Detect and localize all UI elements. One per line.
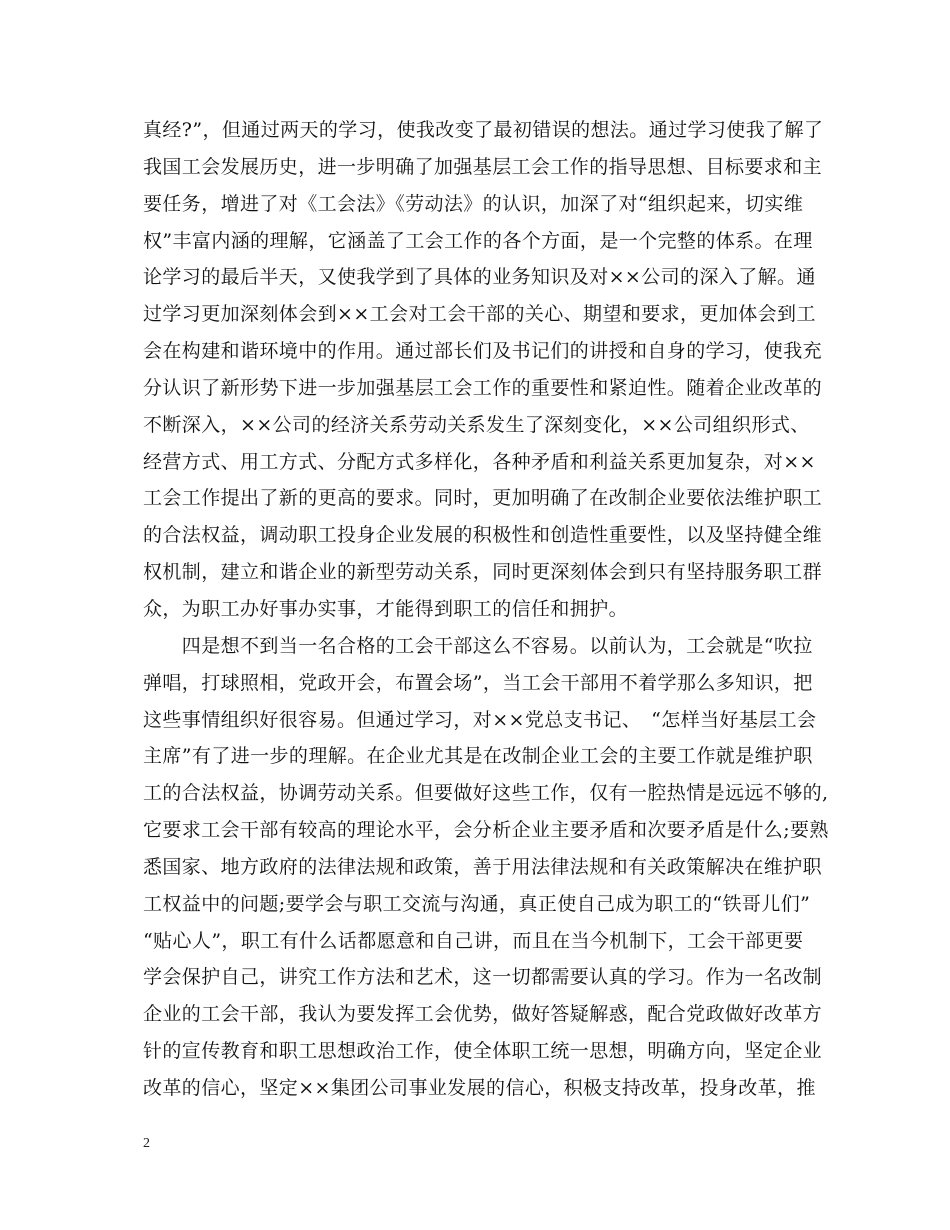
text-line: 主席”有了进一步的理解。在企业尤其是在改制企业工会的主要工作就是维护职 <box>143 745 813 768</box>
text-line: 权机制，建立和谐企业的新型劳动关系，同时更深刻体会到只有坚持服务职工群 <box>143 561 823 584</box>
text-line: 经营方式、用工方式、分配方式多样化，各种矛盾和利益关系更加复杂，对×× <box>143 450 816 473</box>
text-line: 不断深入，××公司的经济关系劳动关系发生了深刻变化，××公司组织形式、 <box>143 413 810 436</box>
text-line: 过学习更加深刻体会到××工会对工会干部的关心、期望和要求，更加体会到工 <box>143 303 816 326</box>
text-line: 工的合法权益，协调劳动关系。但要做好这些工作，仅有一腔热情是远远不够的, <box>143 782 829 805</box>
text-line: 这些事情组织好很容易。但通过学习，对××党总支书记、 “怎样当好基层工会 <box>143 708 817 731</box>
text-line: 要任务，增进了对《工会法》《劳动法》的认识，加深了对“组织起来，切实维 <box>143 192 804 215</box>
text-line: 权”丰富内涵的理解，它涵盖了工会工作的各个方面，是一个完整的体系。在理 <box>143 229 813 252</box>
page-number: 2 <box>143 1136 150 1151</box>
text-line: 分认识了新形势下进一步加强基层工会工作的重要性和紧迫性。随着企业改革的 <box>143 376 823 399</box>
text-line: “贴心人”，职工有什么话都愿意和自己讲，而且在当今机制下，工会干部更要 <box>143 929 804 952</box>
text-line: 企业的工会干部，我认为要发挥工会优势，做好答疑解惑，配合党政做好改革方 <box>143 1003 823 1026</box>
text-line: 会在构建和谐环境中的作用。通过部长们及书记们的讲授和自身的学习，使我充 <box>143 340 823 363</box>
text-line: 工会工作提出了新的更高的要求。同时，更加明确了在改制企业要依法维护职工 <box>143 487 823 510</box>
text-line: 改革的信心，坚定××集团公司事业发展的信心，积极支持改革，投身改革，推 <box>143 1076 816 1099</box>
text-line: 四是想不到当一名合格的工会干部这么不容易。以前认为，工会就是“吹拉 <box>143 634 813 657</box>
text-line: 我国工会发展历史，进一步明确了加强基层工会工作的指导思想、目标要求和主 <box>143 155 823 178</box>
text-line: 论学习的最后半天，又使我学到了具体的业务知识及对××公司的深入了解。通 <box>143 266 816 289</box>
text-line: 弹唱，打球照相，党政开会，布置会场”，当工会干部用不着学那么多知识，把 <box>143 671 813 694</box>
text-line: 的合法权益，调动职工投身企业发展的积极性和创造性重要性，以及坚持健全维 <box>143 524 823 547</box>
body-text <box>143 112 829 1107</box>
text-line: 它要求工会干部有较高的理论水平，会分析企业主要矛盾和次要矛盾是什么;要熟 <box>143 819 829 842</box>
text-line: 真经?”，但通过两天的学习，使我改变了最初错误的想法。通过学习使我了解了 <box>143 119 824 141</box>
text-line: 悉国家、地方政府的法律法规和政策，善于用法律法规和有关政策解决在维护职 <box>143 855 823 878</box>
text-line: 针的宣传教育和职工思想政治工作，使全体职工统一思想，明确方向，坚定企业 <box>143 1040 823 1063</box>
text-line: 工权益中的问题;要学会与职工交流与沟通，真正使自己成为职工的“铁哥儿们” <box>143 892 811 915</box>
text-line: 众，为职工办好事办实事，才能得到职工的信任和拥护。 <box>143 597 629 620</box>
text-line: 学会保护自己，讲究工作方法和艺术，这一切都需要认真的学习。作为一名改制 <box>143 966 823 989</box>
